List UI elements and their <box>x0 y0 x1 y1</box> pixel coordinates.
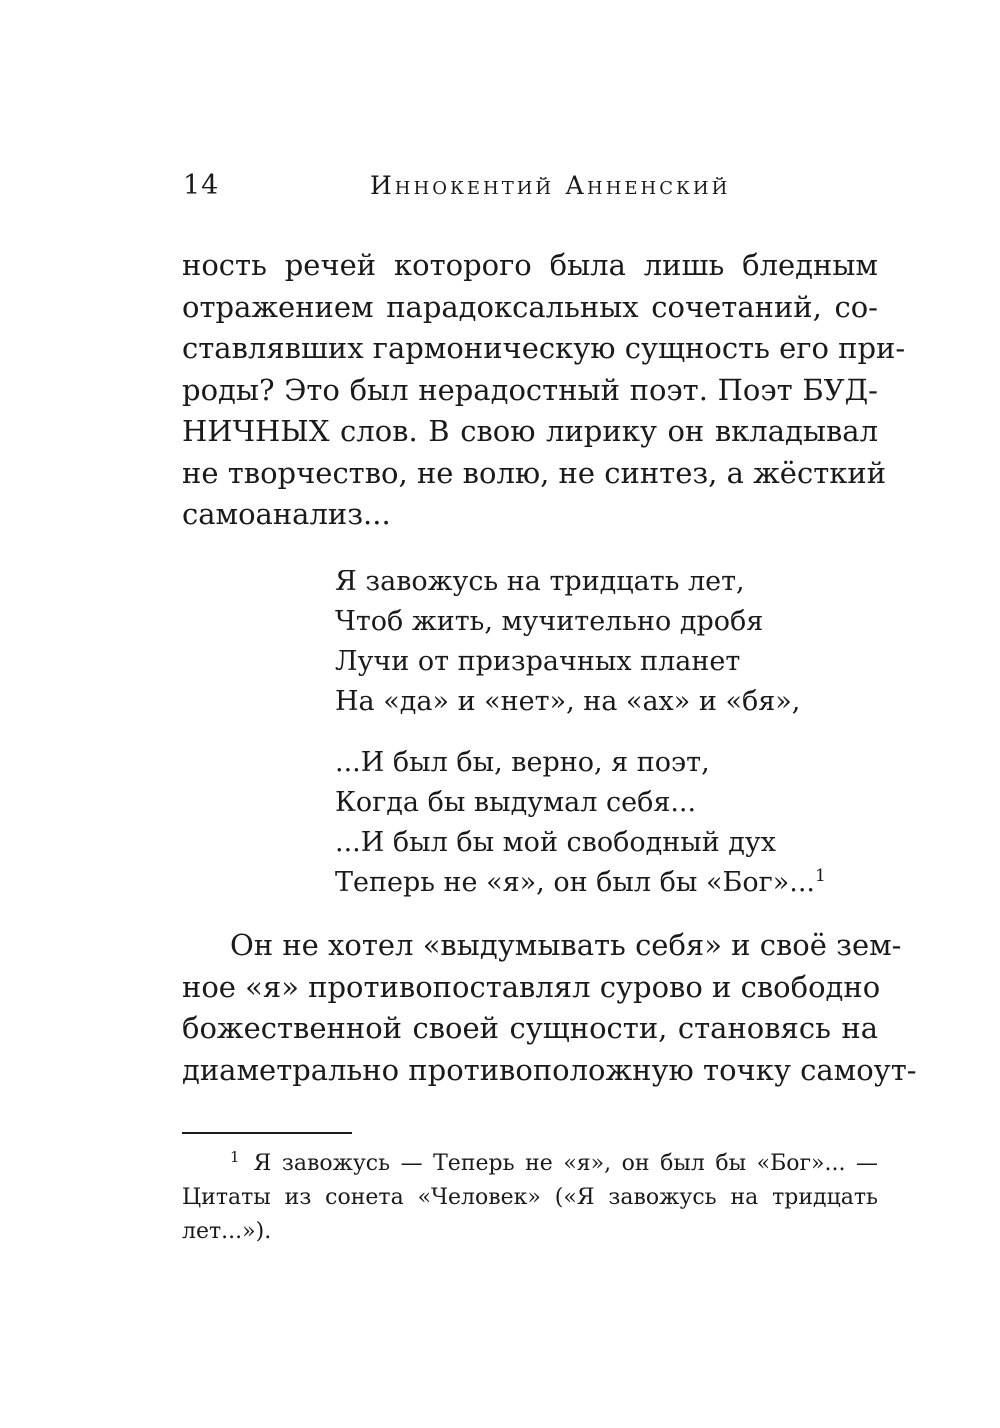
text-line: роды? Это был нерадостный поэт. Поэт БУД- <box>182 372 878 407</box>
verse-line-with-footnote <box>335 863 826 903</box>
text-line: ное «я» противопоставлял сурово и свободно <box>182 969 881 1004</box>
footnote-line: Цитаты из сонета «Человек» («Я завожусь на тридцать <box>182 1185 878 1210</box>
verse-line: Теперь не «я», он был бы «Бог»... <box>335 867 815 898</box>
text-line: отражением парадоксальных сочетаний, со- <box>182 289 878 324</box>
verse-line: Лучи от призрачных планет <box>335 646 741 677</box>
verse-line: ...И был бы, верно, я поэт, <box>335 747 710 778</box>
paragraph-2 <box>182 925 917 1091</box>
footnote-text: Я завожусь — Теперь не «я», он был бы «Бог»... — <box>253 1151 878 1176</box>
text-line: ность речей которого была лишь бледным <box>182 248 878 282</box>
verse-line: Когда бы выдумал себя... <box>335 787 697 818</box>
footnote <box>182 1147 878 1249</box>
footnote-line <box>182 1147 878 1181</box>
verse-line: Чтоб жить, мучительно дробя <box>335 606 764 637</box>
footnote-divider <box>182 1132 352 1134</box>
footnote-reference[interactable]: 1 <box>815 866 826 886</box>
text-line: самоанализ... <box>182 497 391 531</box>
text-line: НИЧНЫХ слов. В свою лирику он вкладывал <box>182 414 878 448</box>
page-number: 14 <box>183 170 220 201</box>
text-line: диаметрально противоположную точку самоут- <box>182 1052 917 1087</box>
verse-line: Я завожусь на тридцать лет, <box>335 566 745 597</box>
verse-line: На «да» и «нет», на «ах» и «бя», <box>335 686 801 717</box>
text-line: не творчество, не волю, не синтез, а жёсткий <box>182 455 887 490</box>
poem-stanza-1 <box>335 562 800 722</box>
poem-stanza-2 <box>335 743 826 903</box>
paragraph-1 <box>182 245 906 536</box>
text-line: божественной своей сущности, становясь на <box>182 1011 878 1045</box>
footnote-line: лет...»). <box>182 1219 272 1244</box>
verse-line: ...И был бы мой свободный дух <box>335 827 777 858</box>
running-head: Иннокентий Анненский <box>370 171 731 200</box>
text-line: ставлявших гармоническую сущность его при- <box>182 331 906 365</box>
footnote-marker: 1 <box>230 1148 240 1166</box>
text-line: Он не хотел «выдумывать себя» и своё зем- <box>230 928 902 962</box>
